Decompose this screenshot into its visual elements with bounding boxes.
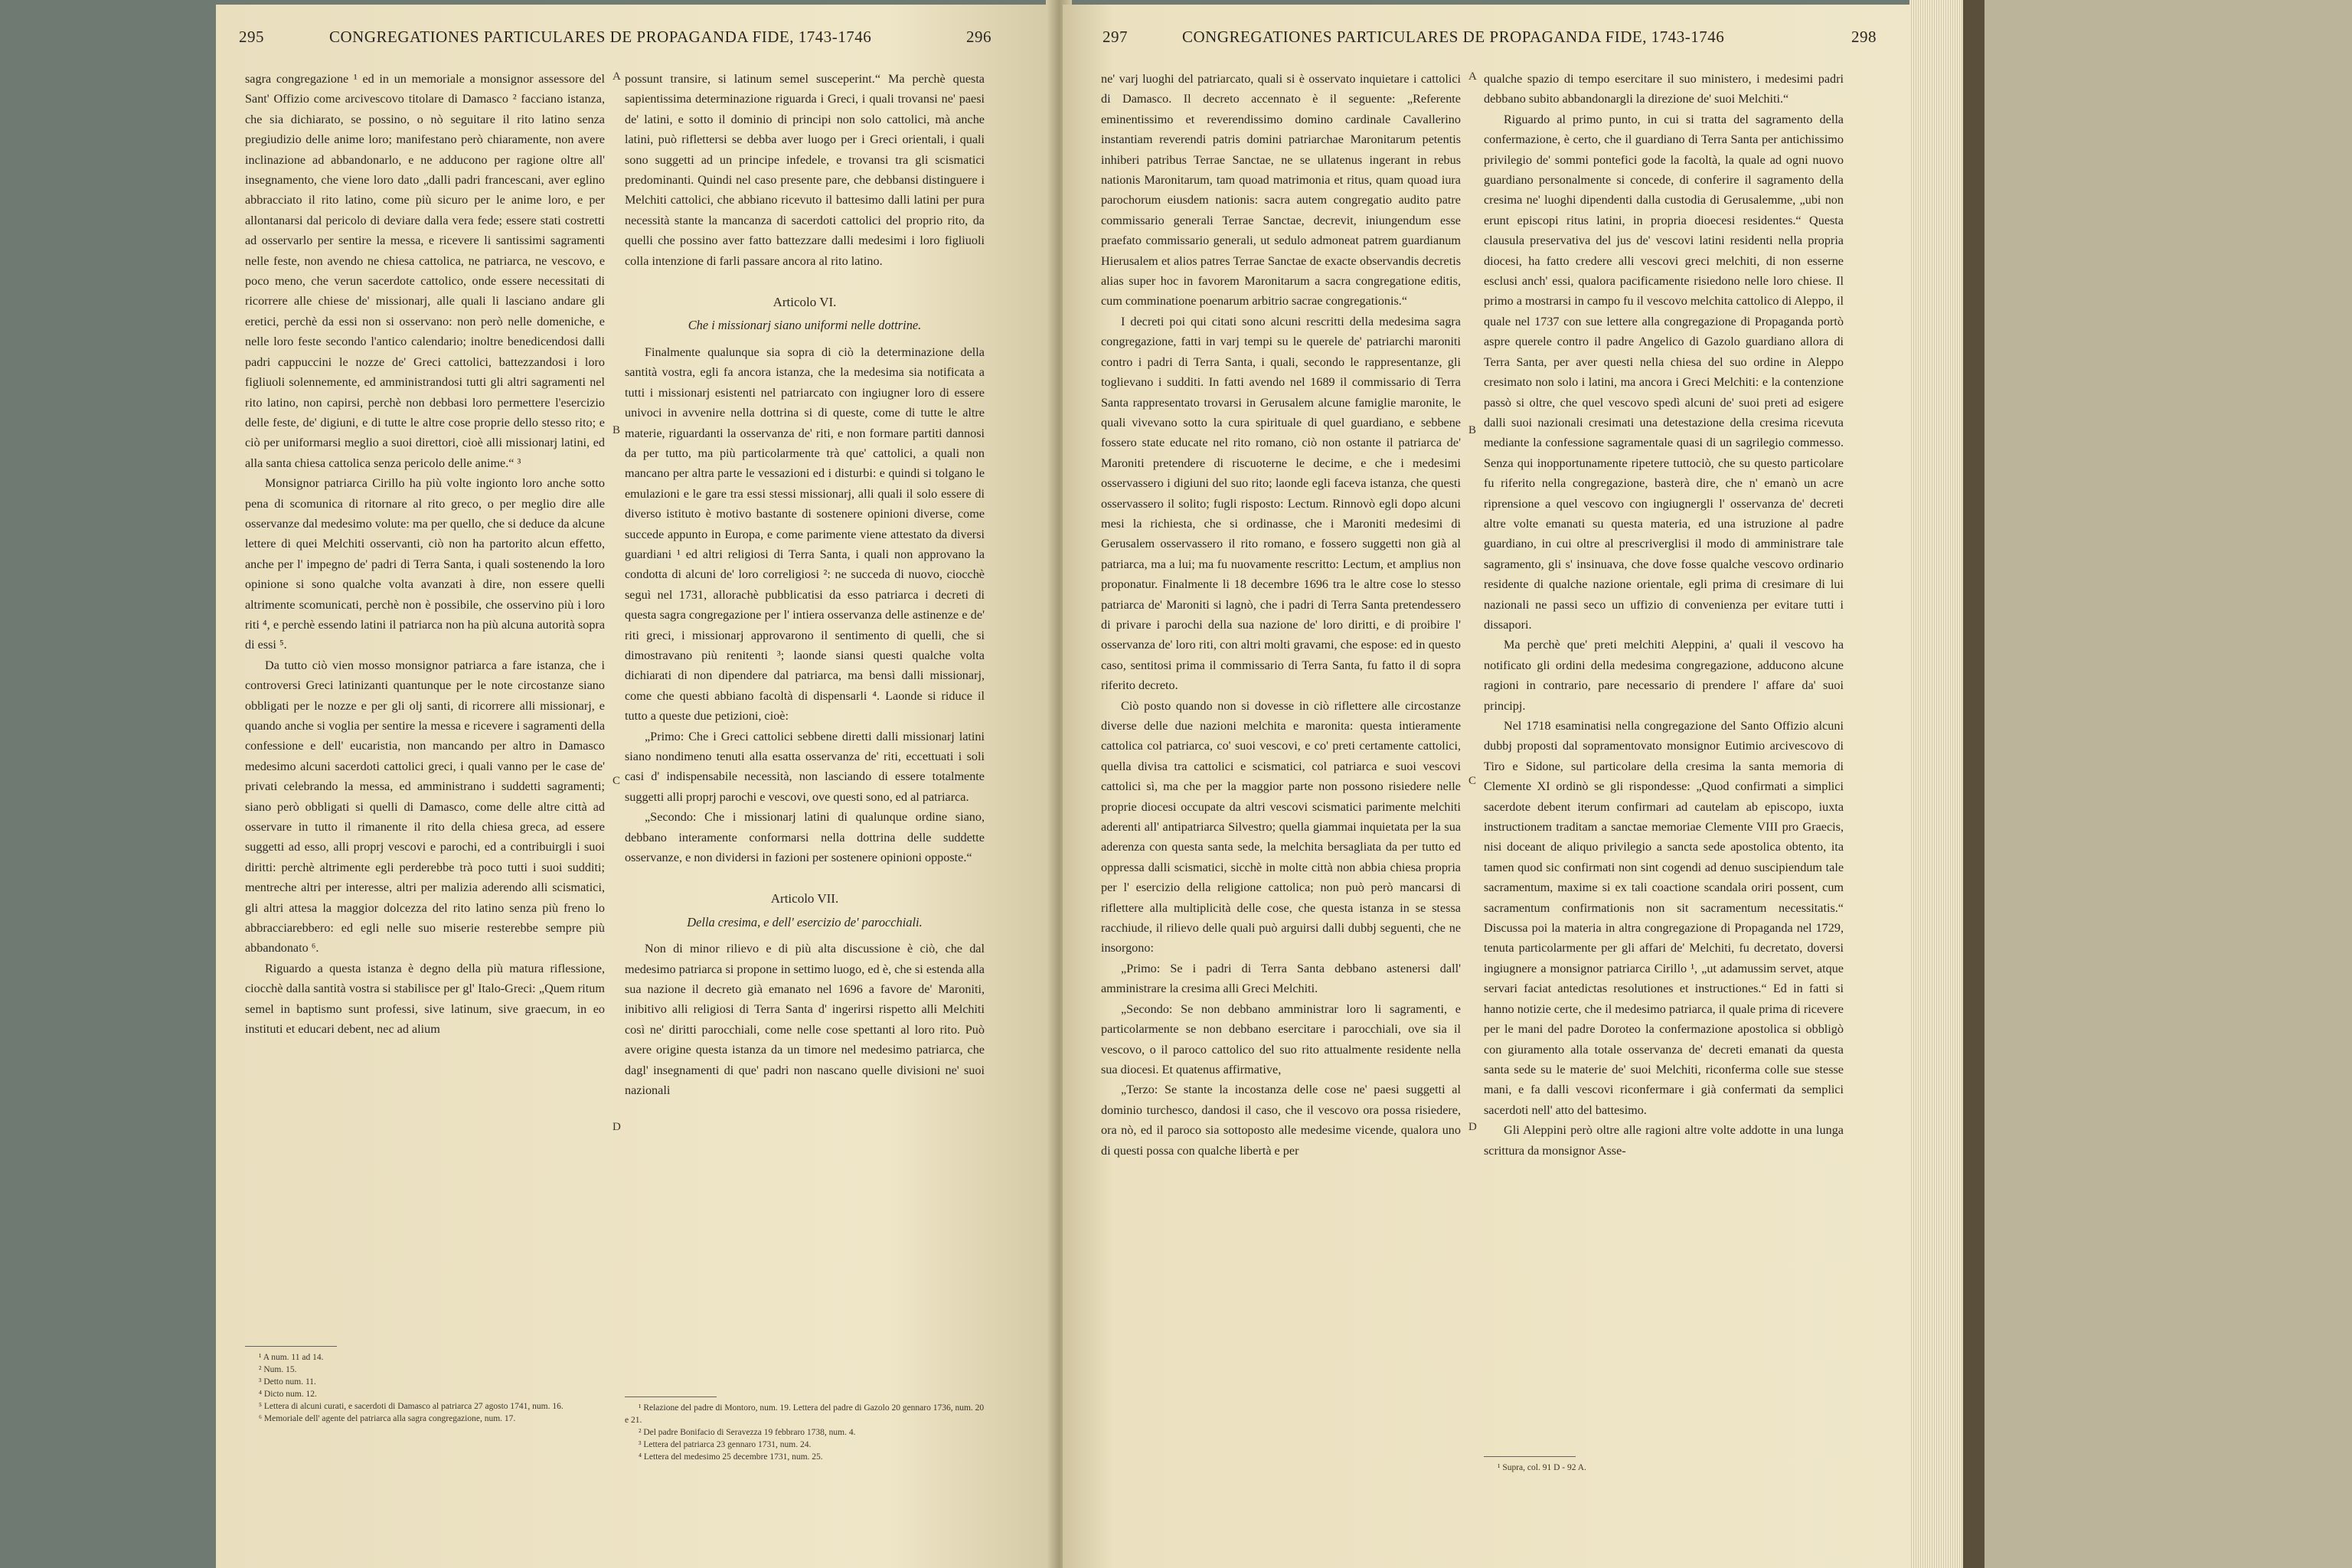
- paragraph: I decreti poi qui citati sono alcuni rescritti della medesima sagra congregazione, fatti in varj tempi su le querele de' patriarchi maroniti contro i padri di Terra Santa, i quali, secondo le rappresentanze, gli toglievano i sudditi. In fatti avendo nel 1689 il commissario di Terra Santa rappresentato trovarsi in Gerusalem alcune famiglie maronite, le quali vivevano sotto la cura spirituale di quel guardiano, e sebbene fossero state educate nel rito romano, ciò non ostante il patriarca de' Maroniti pretendere di riscuoterne le decime, e che i medesimi osservassero i digiuni del suo rito; laonde egli faceva istanza, che questi osservassero il solito; fugli risposto: Lectum. Rinnovò egli dopo alcuni mesi la richiesta, che si ordinasse, che i Maroniti medesimi di Gerusalem osservassero il rito romano, e fossero suggetti non già al patriarca, ma a lui; ma fu nuovamente rescritto: Lectum, et amplius non proponatur. Finalmente li 18 decembre 1696 tra le altre cose lo stesso patriarca de' Maroniti si lagnò, che i padri di Terra Santa pretendessero di privare i parochi della sua nazione de' loro diritti, e di proibire l' osservanza de' loro riti, con altri molti gravami, che espose: ed in questo caso, sentitosi prima il commissario di Terra Santa, fu fatto il di sopra riferito decreto.: [1101, 314, 1461, 693]
- paragraph: „Primo: Se i padri di Terra Santa debbano astenersi dall' amministrare la cresima alli Greci Melchiti.: [1101, 961, 1461, 996]
- footnote: ⁵ Lettera di alcuni curati, e sacerdoti di Damasco al patriarca 27 agosto 1741, num. 16.: [259, 1402, 564, 1411]
- section-subtitle: Della cresima, e dell' esercizio de' parocchiali.: [687, 914, 923, 929]
- running-head-right: [1063, 28, 1909, 51]
- footnote: ³ Detto num. 11.: [259, 1377, 316, 1387]
- footnote-rule: [625, 1396, 717, 1397]
- footnote: ¹ A num. 11 ad 14.: [259, 1353, 324, 1362]
- book-spine: [1963, 0, 1984, 1568]
- running-head-left: [216, 28, 1055, 51]
- page-number-296: 296: [966, 28, 991, 46]
- footnotes-left-col2: [625, 1396, 985, 1463]
- paragraph: Monsignor patriarca Cirillo ha più volte ingionto loro anche sotto pena di scomunica di ritornare al rito greco, o per meglio dire alle osservanze dal medesimo volute: ma per quello, che si deduce da alcune lettere di quei Melchiti osservanti, ciò non ha partorito alcun effetto, anche per l' impegno de' padri di Terra Santa, i quali sostenendo la loro opinione si sono qualche volta avanzati à dire, non essere quelli altrimente scomunicati, perchè non è possibile, che osservino più i loro riti ⁴, e perchè essendo latini il patriarca non ha più alcuna autorità sopra di essi ⁵.: [245, 476, 605, 652]
- footnotes-left-col1: [245, 1346, 605, 1425]
- margin-letter: C: [612, 775, 621, 787]
- footnotes-right-col2: [1484, 1456, 1844, 1474]
- paragraph: Non di minor rilievo e di più alta discussione è ciò, che dal medesimo patriarca si propone in settimo luogo, ed è, che si estenda alla sua nazione il decreto già emanato nel 1696 a favore de' Maroniti, inibitivo alli religiosi di Terra Santa d' ingerirsi rispetto alli Melchiti così ne' diritti parocchiali, come nelle cose spettanti al loro rito. Può avere origine questa istanza da un timore nel medesimo patriarca, che dagl' insegnamenti di que' padri non nascano quelle divisioni ne' suoi nazionali: [625, 942, 985, 1098]
- page-number-298: 298: [1851, 28, 1877, 46]
- margin-letter: B: [612, 424, 621, 436]
- footnote: ⁴ Lettera del medesimo 25 decembre 1731, num. 25.: [639, 1452, 823, 1462]
- right-page: [1063, 5, 1909, 1568]
- page-block-edge: [1909, 0, 1963, 1568]
- paragraph: Gli Aleppini però oltre alle ragioni altre volte addotte in una lunga scrittura da monsignor Asse-: [1484, 1123, 1844, 1158]
- paragraph: „Secondo: Che i missionarj latini di qualunque ordine siano, debbano interamente conformarsi nella dottrina delle suddette osservanze, e non dividersi in fazioni per sostenere opinioni opposte.“: [625, 810, 985, 865]
- paragraph: ne' varj luoghi del patriarcato, quali si è osservato inquietare i cattolici di Damasco. Il decreto accennato è il seguente: „Referente eminentissimo et reverendissimo domino cardinale Cavallerino instantiam reverendi patris domini patriarchae Maronitarum petentis inhiberi patribus Terrae Sanctae, ne se ullatenus ingerant in rebus nationis Maronitarum, tam quoad matrimonia et ritus, quam quoad iura parochorum eiusdem nationis: sacra autem congregatio audito patre commissario generali Terrae Sanctae, decrevit, iniungendum esse praefato commissario generali, ut sedulo admoneat patrem guardianum Hierusalem et alios patres Terrae Sanctae de exacte observandis decretis alias super hoc in favorem Maronitarum a sacra congregatione editis, cum comminatione poenarum arbitrio sacrae congregationis.“: [1101, 72, 1461, 309]
- section-subtitle: Che i missionarj siano uniformi nelle dottrine.: [688, 318, 922, 333]
- paragraph: Da tutto ciò vien mosso monsignor patriarca a fare istanza, che i controversi Greci latinizanti quantunque per le note circostanze siano obbligati per le nozze e per gli olj santi, di ricorrere alli missionarj, e quando anche si voglia per sentire la messa e ricevere i sagramenti della confessione e dell' eucaristia, non mancando per altro in Damasco medesimo alcuni sacerdoti cattolici greci, i quali vanno per le case de' privati celebrando la messa, ed amministrano i suddetti sagramenti; siano però obbligati si quelli di Damasco, come delle altre città ad osservare in tutto il rimanente il rito della chiesa greca, ad essere suggetti ad esso, alli proprj vescovi e parochi, ed a contribuirgli i suoi diritti: perchè altrimente egli perderebbe trà poco tutti i suoi sudditi; mentreche altri per interesse, altri per malizia aderendo alli scismatici, gli altri attesa la maggior dolcezza del rito latino senza più freno lo abbracciarebbero: ed egli nelle suo miserie resterebbe sempre più abbandonato ⁶.: [245, 658, 605, 956]
- margin-letter: D: [1468, 1121, 1477, 1133]
- paragraph: „Primo: Che i Greci cattolici sebbene diretti dalli missionarj latini siano nondimeno tenuti alla esatta osservanza de' riti, eccettuati i soli casi d' indispensabile necessità, non lasciando di essere totalmente suggetti alli proprj parochi e vescovi, ove questi sono, ed al patriarca.: [625, 729, 985, 804]
- page-number-297: 297: [1102, 28, 1128, 46]
- section-heading-articolo-vii: Articolo VII.: [770, 891, 839, 906]
- paragraph: Ciò posto quando non si dovesse in ciò riflettere alle circostanze diverse delle due nazioni melchita e maronita: questa intieramente cattolica col patriarca, co' suoi vescovi, e co' preti certamente cattolici, quella divisa tra cattolici e scismatici, col patriarca e suoi vescovi cattolici sì, ma che per la maggior parte non possono risiedere nelle proprie diocesi occupate da altri vescovi scismatici parimente melchiti aderenti all' antipatriarca Silvestro; quella giammai inquietata per la sua aderenza con questa santa sede, la melchita bersagliata da per tutto ed oppressa dalli scismatici, sicchè in molte città non abbia chiesa propria per l' esercizio della religione cattolica; non può però mancarsi di riflettere alla multiplicità delle cose, che questa istanza in se stessa racchiude, il rilievo delle quali può arguirsi dalli dubbj seguenti, che ne insorgono:: [1101, 698, 1461, 956]
- left-page: [216, 5, 1055, 1568]
- paragraph: possunt transire, si latinum semel susceperint.“ Ma perchè questa sapientissima determinazione riguarda i Greci, i quali trovansi ne' paesi de' latini, e sotto il dominio di principi non solo cattolici, mà anche latini, può riflettersi se debba aver luogo per i Greci orientali, i quali sono suggetti ad un principe infedele, e trovansi tra gli scismatici predominanti. Quindi nel caso presente pare, che debbansi distinguere i Melchiti cattolici, che abbiano ricevuto il battesimo dalli latini per pura necessità stante la mancanza di sacerdoti cattolici del proprio rito, da quelli che possino aver fatto battezzare dalli medesimi i loro figliuoli colla intenzione di farli passare ancora al rito latino.: [625, 72, 985, 268]
- paragraph: Riguardo a questa istanza è degno della più matura riflessione, ciocchè dalla santità vostra si stabilisce per gl' Italo-Greci: „Quem ritum semel in baptismo sunt professi, sive latinum, sive graecum, in eo instituti et educari debent, nec ad alium: [245, 961, 605, 1037]
- running-title-left: CONGREGATIONES PARTICULARES DE PROPAGANDA FIDE, 1743-1746: [329, 28, 872, 46]
- right-page-column-2: [1484, 69, 1844, 1485]
- right-page-column-1: [1101, 69, 1461, 1485]
- footnote: ¹ Supra, col. 91 D - 92 A.: [1498, 1463, 1586, 1472]
- footnote: ¹ Relazione del padre di Montoro, num. 19. Lettera del padre di Gazolo 20 gennaro 1736, num. 20 e 21.: [625, 1403, 985, 1425]
- margin-letter: C: [1468, 775, 1477, 787]
- margin-letter: A: [612, 70, 621, 83]
- footnote: ² Num. 15.: [259, 1365, 297, 1374]
- paragraph: Finalmente qualunque sia sopra di ciò la determinazione della santità vostra, egli fa ancora istanza, che la medesima sia notificata a tutti i missionarj esistenti nel patriarcato con ingiugner loro di essere univoci in avvenire nella dottrina si di queste, come di tutte le altre materie, riguardanti la osservanza de' riti, e non formare partiti dannosi da per tutto, ma più particolarmente trà que' cattolici, a quali non mancano per altra parte le vessazioni ed i disturbi: e quindi si tolgano le emulazioni e le gare tra essi stessi missionarj, alli quali il solo essere di diverso istituto è motivo bastante di sostenere opinioni diverse, come succede appunto in Europa, e come parimente viene attestato da diversi guardiani ¹ ed altri religiosi di Terra Santa, i quali non approvano la condotta di alcuni de' loro correligiosi ²: ne succeda di nuovo, ciocchè seguì nel 1731, allorachè pubblicatisi da esso patriarca i decreti di questa sagra congregazione per l' intiera osservanza delle astinenze e de' riti greci, i missionarj approvarono il sentimento di quelli, che si dimostravano più renitenti ³; laonde siansi questi qualche volta dichiarati di non dipendere dal patriarca, ma bensì dalli missionarj, come che questi abbiano facoltà di dispensarli ⁴. Laonde si riduce il tutto a queste due petizioni, cioè:: [625, 345, 985, 724]
- margin-letter: B: [1468, 424, 1477, 436]
- footnote: ² Del padre Bonifacio di Seravezza 19 febbraro 1738, num. 4.: [639, 1428, 856, 1437]
- page-number-295: 295: [239, 28, 264, 46]
- left-page-column-2: [625, 69, 985, 1485]
- margin-letter: A: [1468, 70, 1477, 83]
- paragraph: „Secondo: Se non debbano amministrar loro li sagramenti, e particolarmente se non debbano esercitare i parocchiali, ove sia il vescovo, o il paroco cattolico del suo rito attualmente residente nella sua diocesi. Et quatenus affirmative,: [1101, 1001, 1461, 1076]
- paragraph: qualche spazio di tempo esercitare il suo ministero, i medesimi padri debbano subito abbandonargli la direzione de' suoi Melchiti.“: [1484, 72, 1844, 106]
- paragraph: Nel 1718 esaminatisi nella congregazione del Santo Offizio alcuni dubbj proposti dal sopramentovato monsignor Eutimio arcivescovo di Tiro e Sidone, sul particolare della cresima la santa memoria di Clemente XI ordinò se gli rispondesse: „Quod confirmati a simplici sacerdote debent iterum confirmari ad cautelam ab episcopo, iuxta instructionem traditam a sanctae memoriae Clemente VIII pro Graecis, nisi doceant de aliquo privilegio a sancta sede apostolica obtento, ita tamen quod sic confirmati non sint cogendi ad denuo suscipiendum tale sacramentum, maxime si ex tali coactione scandala oriri possent, cum sacramentum confirmationis non sit sacramentum necessitatis.“ Discussa poi la materia in altra congregazione di Propaganda nel 1729, tenuta particolarmente per gli affari de' Melchiti, fu decretato, doversi ingiugnere a monsignor patriarca Cirillo ¹, „ut adamussim servet, atque servari faciat antedictas resolutiones et instructiones.“ Ed in fatti si hanno notizie certe, che il medesimo patriarca, il quale prima di ricevere per le mani del padre Doroteo la confermazione apostolica si obbligò con giuramento alla totale osservanza de' decreti emanati da questa santa sede su le materie de' suoi Melchiti, riconferma colle sue stesse mani, e fa dalli vescovi riconfermare i già confermati da semplici sacerdoti nell' atto del battesimo.: [1484, 719, 1844, 1117]
- paragraph: sagra congregazione ¹ ed in un memoriale a monsignor assessore del Sant' Offizio come arcivescovo titolare di Damasco ² facciano istanza, che sia dichiarato, se possino, o nò seguitare il rito latino senza pregiudizio delle anime loro; manifestano però chiaramente, non avere inclinazione ad abbandonarlo, e ne adducono per ragione oltre all' insegnamento, che viene loro dato „dalli padri francescani, aver eglino abbracciato il rito latino, come più sicuro per le anime loro, e per allontanarsi dal pericolo di deviare dalla vera fede; essere stati costretti ad osservarlo per sentire la messa, e ricevere li santissimi sagramenti nelle feste, non avendo ne chiesa cattolica, ne patriarca, ne vescovo, e poco meno, che verun sacerdote cattolico, onde essere necessitati di ricorrere alle chiese de' missionarj, alle quali li lasciano andare gli eretici, perchè da essi non si osservano: non però nelle domeniche, e nelle loro feste secondo l'antico calendario; inoltre benedicendosi dalli padri cappuccini le nozze de' Greci cattolici, battezzandosi i loro figliuoli solennemente, ed amministrandosi tutti gli altri sagramenti nel rito latino, non capirsi, perchè non debbasi loro permettere l'esercizio delle feste, de' digiuni, e di tutte le altre cose proprie dello stesso rito; e ciò per uniformarsi meglio a suoi direttori, cioè alli missionarj latini, ed alla santa chiesa cattolica senza pericolo delle anime.“ ³: [245, 72, 605, 470]
- paragraph: Ma perchè que' preti melchiti Aleppini, a' quali il vescovo ha notificato gli ordini della medesima congregazione, adducono alcune ragioni in contrario, pare necessario di prendere l' affare da' suoi principj.: [1484, 638, 1844, 713]
- paragraph: Riguardo al primo punto, in cui si tratta del sagramento della confermazione, è certo, che il guardiano di Terra Santa per antichissimo privilegio de' sommi pontefici gode la facoltà, la quale ad ogni nuovo guardiano personalmente si concede, di conferire il sagramento della cresima ne' luoghi dipendenti dalla custodia di Gerusalemme, „ubi non erunt episcopi ritus latini, in propria dioecesi residentes.“ Questa clausula preservativa del jus de' vescovi latini residenti nella propria diocesi, ha fatto credere alli vescovi greci melchiti, di non esserne esclusi anch' essi, qualora pacificamente risiedono nelle loro chiese. Il primo a mostrarsi in campo fu il vescovo melchita cattolico di Aleppo, il quale nel 1737 con sue lettere alla congregazione di Propaganda portò aspre querele contro il padre Angelico di Gazolo guardiano allora di Terra Santa, per aver questi nella chiesa del suo ordine in Aleppo cresimato non solo i latini, ma ancora i Greci Melchiti: e la contenzione passò si oltre, che quel vescovo spedì alcuni de' suoi preti ad esigere dalli suoi nazionali cresimati una detestazione della cresima ricevuta mediante la confessione sagramentale quasi di un sagrilegio commesso. Senza qui inopportunamente ripetere tuttociò, che su questo particolare fu riferito nella congregazione, basterà dire, che n' emanò un acre riprensione a quel vescovo con ingiugnergli l' osservanza de' decreti altre volte emanati su questa materia, ed una istruzione al padre guardiano, in cui oltre al prescriverglisi il modo di amministrare tale sagramento, gli s' insinuava, che dove fosse qualche vescovo ordinario residente di qualche nazione orientale, egli prima di cresimare di lui nazionali ne passi seco un uffizio di convenienza per evitare tutti i dissapori.: [1484, 112, 1844, 632]
- left-page-column-1: [245, 69, 605, 1485]
- book-board: [1984, 0, 2352, 1568]
- margin-letter: D: [612, 1121, 621, 1133]
- footnote-rule: [1484, 1456, 1576, 1457]
- section-heading-articolo-vi: Articolo VI.: [773, 295, 837, 310]
- footnote: ⁴ Dicto num. 12.: [259, 1390, 317, 1399]
- footnote: ³ Lettera del patriarca 23 gennaro 1731, num. 24.: [639, 1440, 812, 1449]
- footnote-rule: [245, 1346, 337, 1347]
- footnote: ⁶ Memoriale dell' agente del patriarca alla sagra congregazione, num. 17.: [259, 1414, 516, 1423]
- running-title-right: CONGREGATIONES PARTICULARES DE PROPAGANDA FIDE, 1743-1746: [1182, 28, 1725, 46]
- paragraph: „Terzo: Se stante la incostanza delle cose ne' paesi suggetti al dominio turchesco, dandosi il caso, che il vescovo ora possa risiedere, ora nò, ed il paroco sia sottoposto alle medesime vicende, qualora uno di questi possa con qualche libertà e per: [1101, 1083, 1461, 1158]
